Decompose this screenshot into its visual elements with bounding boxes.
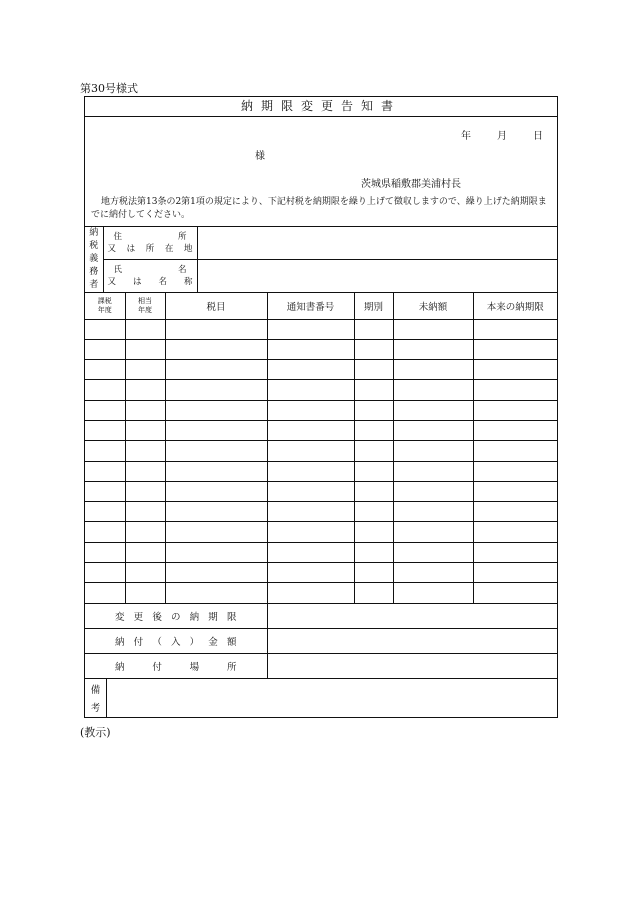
payment-place-label bbox=[85, 654, 267, 679]
label-char: は bbox=[126, 243, 136, 254]
table-cell[interactable] bbox=[267, 400, 354, 420]
table-cell[interactable] bbox=[125, 441, 165, 461]
table-cell[interactable] bbox=[165, 441, 267, 461]
table-cell[interactable] bbox=[125, 542, 165, 562]
table-cell[interactable] bbox=[393, 339, 473, 359]
table-cell[interactable] bbox=[125, 380, 165, 400]
taxpayer-label bbox=[85, 227, 103, 293]
label-char: 名 bbox=[177, 264, 187, 275]
label-char: 氏 bbox=[113, 264, 123, 275]
table-cell[interactable] bbox=[354, 542, 393, 562]
col-relevant-year bbox=[125, 293, 165, 319]
table-row bbox=[85, 380, 557, 400]
table-cell[interactable] bbox=[125, 461, 165, 481]
label-char: 納 bbox=[189, 611, 200, 623]
table-cell[interactable] bbox=[354, 502, 393, 522]
table-cell[interactable] bbox=[125, 583, 165, 603]
date-line bbox=[461, 127, 543, 142]
table-cell[interactable] bbox=[125, 563, 165, 583]
label-char: 称 bbox=[183, 276, 193, 287]
table-cell[interactable] bbox=[267, 339, 354, 359]
table-cell[interactable] bbox=[165, 563, 267, 583]
label-char: 名 bbox=[158, 276, 167, 287]
table-row bbox=[85, 583, 557, 603]
form-header bbox=[85, 117, 557, 227]
table-cell[interactable] bbox=[393, 542, 473, 562]
table-cell[interactable] bbox=[354, 583, 393, 603]
label-char: 金 bbox=[208, 637, 218, 649]
table-cell[interactable] bbox=[354, 400, 393, 420]
table-cell[interactable] bbox=[85, 400, 125, 420]
label-char: 後 bbox=[152, 611, 162, 623]
remarks-label bbox=[85, 679, 107, 717]
table-row bbox=[85, 319, 557, 339]
payment-amount-label bbox=[85, 629, 267, 654]
address-field[interactable] bbox=[197, 227, 557, 259]
label-char: ） bbox=[189, 637, 200, 649]
table-cell[interactable] bbox=[473, 583, 557, 603]
table-cell[interactable] bbox=[85, 339, 125, 359]
issuer: 茨城県稲敷郡美浦村長 bbox=[361, 179, 461, 190]
col-tax-item: 税目 bbox=[165, 293, 267, 319]
label-char: 又 bbox=[107, 276, 117, 287]
table-cell[interactable] bbox=[267, 502, 354, 522]
table-cell[interactable] bbox=[354, 380, 393, 400]
addressee-suffix: 様 bbox=[255, 151, 265, 162]
table-cell[interactable] bbox=[354, 481, 393, 501]
date-year: 年 bbox=[461, 131, 471, 142]
table-cell[interactable] bbox=[267, 319, 354, 339]
label-char: は bbox=[132, 276, 142, 287]
name-label bbox=[103, 259, 197, 292]
label-char: 地 bbox=[183, 243, 193, 254]
summary-section bbox=[85, 604, 557, 680]
table-row bbox=[85, 481, 557, 501]
table-cell[interactable] bbox=[165, 420, 267, 440]
table-cell[interactable] bbox=[473, 400, 557, 420]
label-char: 付 bbox=[152, 662, 162, 674]
label-char: 変 bbox=[115, 611, 125, 623]
table-cell[interactable] bbox=[393, 583, 473, 603]
table-row bbox=[85, 522, 557, 542]
label-char: 考 bbox=[90, 703, 101, 715]
label-char: 住 bbox=[113, 231, 123, 242]
instruction-note: (教示) bbox=[80, 726, 111, 739]
taxpayer-label-char: 務 bbox=[89, 267, 99, 277]
table-cell[interactable] bbox=[354, 441, 393, 461]
label-char: 所 bbox=[145, 243, 155, 254]
form-number: 第30号様式 bbox=[80, 82, 138, 95]
col-fiscal-year bbox=[85, 293, 125, 319]
tax-items-section bbox=[85, 293, 557, 604]
table-cell[interactable] bbox=[473, 461, 557, 481]
table-cell[interactable] bbox=[85, 360, 125, 380]
table-cell[interactable] bbox=[125, 339, 165, 359]
table-cell[interactable] bbox=[85, 502, 125, 522]
table-cell[interactable] bbox=[473, 420, 557, 440]
table-cell[interactable] bbox=[354, 360, 393, 380]
table-row bbox=[85, 420, 557, 440]
table-cell[interactable] bbox=[473, 522, 557, 542]
table-cell[interactable] bbox=[473, 380, 557, 400]
table-cell[interactable] bbox=[85, 542, 125, 562]
table-cell[interactable] bbox=[165, 502, 267, 522]
table-cell[interactable] bbox=[267, 522, 354, 542]
col-notice-number: 通知書番号 bbox=[267, 293, 354, 319]
label-char: 期 bbox=[208, 611, 218, 623]
table-cell[interactable] bbox=[85, 420, 125, 440]
col-period: 期別 bbox=[354, 293, 393, 319]
table-cell[interactable] bbox=[267, 542, 354, 562]
header-line: 相当 bbox=[138, 296, 152, 305]
table-cell[interactable] bbox=[354, 420, 393, 440]
table-cell[interactable] bbox=[165, 400, 267, 420]
col-original-due-date: 本来の納期限 bbox=[473, 293, 557, 319]
form-title: 納期限変更告知書 bbox=[85, 97, 557, 117]
table-cell[interactable] bbox=[393, 360, 473, 380]
table-row bbox=[85, 542, 557, 562]
table-cell[interactable] bbox=[473, 441, 557, 461]
table-cell[interactable] bbox=[125, 522, 165, 542]
table-cell[interactable] bbox=[354, 563, 393, 583]
table-cell[interactable] bbox=[125, 319, 165, 339]
table-cell[interactable] bbox=[393, 461, 473, 481]
taxpayer-label-char: 者 bbox=[89, 280, 99, 290]
table-cell[interactable] bbox=[473, 542, 557, 562]
table-cell[interactable] bbox=[85, 563, 125, 583]
table-cell[interactable] bbox=[85, 461, 125, 481]
table-cell[interactable] bbox=[393, 319, 473, 339]
taxpayer-section bbox=[85, 227, 557, 293]
payment-amount-field[interactable] bbox=[267, 629, 557, 654]
table-row bbox=[85, 339, 557, 359]
table-cell[interactable] bbox=[125, 502, 165, 522]
table-cell[interactable] bbox=[267, 441, 354, 461]
table-cell[interactable] bbox=[393, 400, 473, 420]
table-cell[interactable] bbox=[473, 339, 557, 359]
table-cell[interactable] bbox=[354, 522, 393, 542]
label-char: 限 bbox=[226, 611, 237, 623]
table-cell[interactable] bbox=[125, 360, 165, 380]
table-cell[interactable] bbox=[267, 481, 354, 501]
table-cell[interactable] bbox=[165, 360, 267, 380]
label-char: 付 bbox=[133, 637, 144, 649]
table-cell[interactable] bbox=[473, 563, 557, 583]
table-row bbox=[85, 441, 557, 461]
date-day: 日 bbox=[533, 131, 543, 142]
taxpayer-label-char: 税 bbox=[89, 241, 99, 251]
table-cell[interactable] bbox=[267, 461, 354, 481]
table-cell[interactable] bbox=[85, 522, 125, 542]
table-cell[interactable] bbox=[165, 583, 267, 603]
label-char: 入 bbox=[170, 637, 181, 649]
address-label bbox=[103, 227, 197, 259]
new-due-date-field[interactable] bbox=[267, 604, 557, 629]
notice-form bbox=[84, 96, 558, 718]
table-row bbox=[85, 360, 557, 380]
label-char: 更 bbox=[133, 611, 144, 623]
table-cell[interactable] bbox=[165, 380, 267, 400]
table-cell[interactable] bbox=[354, 339, 393, 359]
table-cell[interactable] bbox=[267, 583, 354, 603]
header-line: 年度 bbox=[138, 305, 152, 314]
table-row bbox=[85, 461, 557, 481]
table-cell[interactable] bbox=[393, 420, 473, 440]
table-cell[interactable] bbox=[473, 502, 557, 522]
table-cell[interactable] bbox=[165, 481, 267, 501]
table-cell[interactable] bbox=[165, 522, 267, 542]
table-cell[interactable] bbox=[267, 360, 354, 380]
label-char: 納 bbox=[115, 637, 125, 649]
label-char: 納 bbox=[115, 662, 125, 674]
table-cell[interactable] bbox=[125, 481, 165, 501]
table-cell[interactable] bbox=[85, 319, 125, 339]
table-cell[interactable] bbox=[393, 563, 473, 583]
table-cell[interactable] bbox=[85, 481, 125, 501]
table-cell[interactable] bbox=[267, 563, 354, 583]
table-cell[interactable] bbox=[473, 360, 557, 380]
table-cell[interactable] bbox=[85, 583, 125, 603]
col-unpaid-amount: 未納額 bbox=[393, 293, 473, 319]
label-char: 所 bbox=[226, 662, 237, 674]
table-row bbox=[85, 400, 557, 420]
taxpayer-label-char: 納 bbox=[89, 228, 99, 238]
table-cell[interactable] bbox=[354, 461, 393, 481]
label-char: 又 bbox=[107, 243, 117, 254]
name-field[interactable] bbox=[197, 259, 557, 292]
taxpayer-label-char: 義 bbox=[89, 254, 99, 264]
label-char: （ bbox=[152, 637, 162, 649]
table-cell[interactable] bbox=[85, 380, 125, 400]
table-cell[interactable] bbox=[165, 461, 267, 481]
table-cell[interactable] bbox=[473, 319, 557, 339]
table-row bbox=[85, 563, 557, 583]
table-cell[interactable] bbox=[165, 339, 267, 359]
table-cell[interactable] bbox=[393, 380, 473, 400]
table-cell[interactable] bbox=[393, 481, 473, 501]
table-cell[interactable] bbox=[354, 319, 393, 339]
table-cell[interactable] bbox=[85, 441, 125, 461]
label-char: 額 bbox=[226, 637, 237, 649]
label-char: 所 bbox=[177, 231, 187, 242]
remarks-section bbox=[85, 679, 557, 717]
date-month: 月 bbox=[497, 131, 507, 142]
label-char: 在 bbox=[164, 243, 174, 254]
header-line: 年度 bbox=[97, 305, 112, 314]
header-line: 課税 bbox=[97, 296, 112, 305]
table-cell[interactable] bbox=[473, 481, 557, 501]
table-cell[interactable] bbox=[125, 400, 165, 420]
table-cell[interactable] bbox=[393, 502, 473, 522]
notice-text: 地方税法第13条の2第1項の規定により、下記村税を納期限を繰り上げて徴収しますので、繰り上げた納期限までに納付してください。 bbox=[91, 197, 547, 220]
table-cell[interactable] bbox=[165, 319, 267, 339]
table-cell[interactable] bbox=[393, 522, 473, 542]
label-char: 備 bbox=[90, 685, 101, 697]
table-cell[interactable] bbox=[393, 441, 473, 461]
table-cell[interactable] bbox=[267, 380, 354, 400]
table-row bbox=[85, 502, 557, 522]
payment-place-field[interactable] bbox=[267, 654, 557, 679]
table-cell[interactable] bbox=[267, 420, 354, 440]
table-cell[interactable] bbox=[165, 542, 267, 562]
label-char: 場 bbox=[189, 662, 200, 674]
remarks-field[interactable] bbox=[107, 679, 557, 717]
new-due-date-label bbox=[85, 604, 267, 629]
table-cell[interactable] bbox=[125, 420, 165, 440]
label-char: の bbox=[170, 611, 181, 623]
